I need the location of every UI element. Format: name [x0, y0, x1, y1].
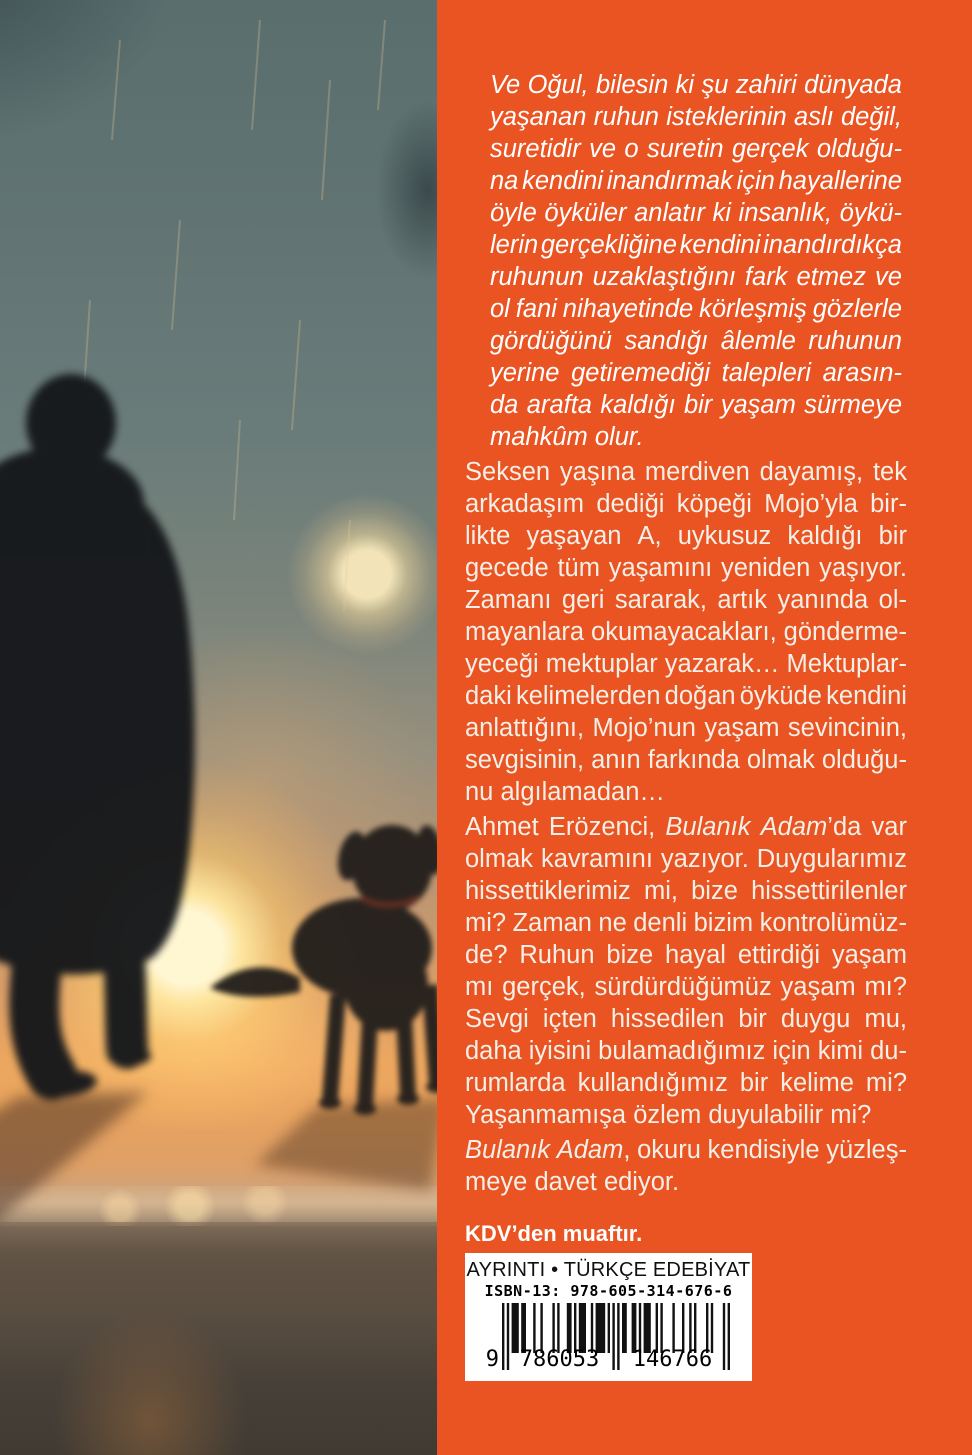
blurb-line: hissettiklerimiz mi, bize hissettirilenler: [465, 877, 907, 905]
blurb-paragraph-3: [465, 1134, 907, 1198]
blurb-line: mahkûm olur.: [490, 423, 644, 451]
blurb-line: sevgisinin, anın farkında olmak olduğu-: [465, 746, 907, 774]
person-silhouette: [0, 374, 195, 1100]
blurb-paragraph-2: [465, 811, 907, 1131]
cover-photo: [0, 0, 437, 1455]
blurb-line: Yaşanmamışa özlem duyulabilir mi?: [465, 1101, 872, 1129]
blurb-line: arkadaşım dediği köpeği Mojo’yla bir-: [465, 490, 907, 518]
blurb-line: yerine getiremediği talepleri arasın-: [490, 359, 902, 387]
blurb-line: Bulanık Adam, okuru kendisiyle yüzleş-: [465, 1136, 907, 1164]
blurb-line: meye davet ediyor.: [465, 1168, 680, 1196]
blurb-line: mı gerçek, sürdürdüğümüz yaşam mı?: [465, 973, 907, 1001]
blurb-line: nu algılamadan…: [465, 778, 665, 806]
back-cover-panel: [437, 0, 972, 1455]
blurb-line: da arafta kaldığı bir yaşam sürmeye: [490, 391, 902, 419]
publisher-category-line: AYRINTI • TÜRKÇE EDEBİYAT: [466, 1259, 751, 1281]
blurb-line: na kendini inandırmak için hayallerine: [490, 167, 902, 195]
tax-exempt-note: KDV’den muaftır.: [465, 1221, 643, 1246]
blurb-line: ruhunun uzaklaştığını fark etmez ve: [490, 263, 902, 291]
ean-digits-left: 786053: [519, 1347, 600, 1372]
blurb-line: anlattığını, Mojo’nun yaşam sevincinin,: [465, 714, 907, 742]
barcode-box: [465, 1253, 752, 1381]
blurb-line: mayanlara okumayacakları, gönderme-: [465, 618, 907, 646]
ean-digits-right: 146766: [632, 1347, 713, 1372]
back-cover-blurb: [437, 0, 972, 1381]
blurb-line: Sevgi içten hissedilen bir duygu mu,: [465, 1005, 907, 1033]
blurred-foreground: [0, 1222, 437, 1455]
blurb-line: yeceği mektuplar yazarak… Mektuplar-: [465, 650, 907, 678]
blurb-line: daki kelimelerden doğan öyküde kendini: [465, 682, 907, 710]
blurb-line: daha iyisini bulamadığımız için kimi du-: [465, 1037, 907, 1065]
blurb-line: mi? Zaman ne denli bizim kontrolümüz-: [465, 909, 907, 937]
blurb-line: likte yaşayan A, uykusuz kaldığı bir: [465, 522, 907, 550]
blurb-line: olmak kavramını yazıyor. Duygularımız: [465, 845, 907, 873]
blurb-line: gördüğünü sandığı âlemle ruhunun: [490, 327, 902, 355]
blurb-line: ol fani nihayetinde körleşmiş gözlerle: [490, 295, 902, 323]
blurb-line: Ve Oğul, bilesin ki şu zahiri dünyada: [490, 71, 902, 99]
blurb-line: lerin gerçekliğine kendini inandırdıkça: [490, 231, 902, 259]
blurb-line: yaşanan ruhun isteklerinin aslı değil,: [490, 103, 902, 131]
isbn-line: ISBN-13: 978-605-314-676-6: [484, 1282, 733, 1300]
blurb-line: öyle öyküler anlatır ki insanlık, öykü-: [490, 199, 902, 227]
dog-silhouette: [210, 823, 437, 1115]
blurb-paragraph-1: [465, 456, 907, 808]
ean-digit-lead: 9: [485, 1347, 499, 1372]
blurb-line: suretidir ve o suretin gerçek olduğu-: [490, 135, 902, 163]
ean-barcode-area: [485, 1303, 730, 1377]
blurb-line: de? Ruhun bize hayal ettirdiği yaşam: [465, 941, 907, 969]
intro-quote: [490, 69, 902, 453]
blurb-line: Ahmet Erözenci, Bulanık Adam’da var: [465, 813, 907, 841]
blurb-line: gecede tüm yaşamını yeniden yaşıyor.: [465, 554, 907, 582]
blurb-line: Seksen yaşına merdiven dayamış, tek: [465, 458, 907, 486]
blurb-line: Zamanı geri sararak, artık yanında ol-: [465, 586, 907, 614]
blurb-line: rumlarda kullandığımız bir kelime mi?: [465, 1069, 907, 1097]
